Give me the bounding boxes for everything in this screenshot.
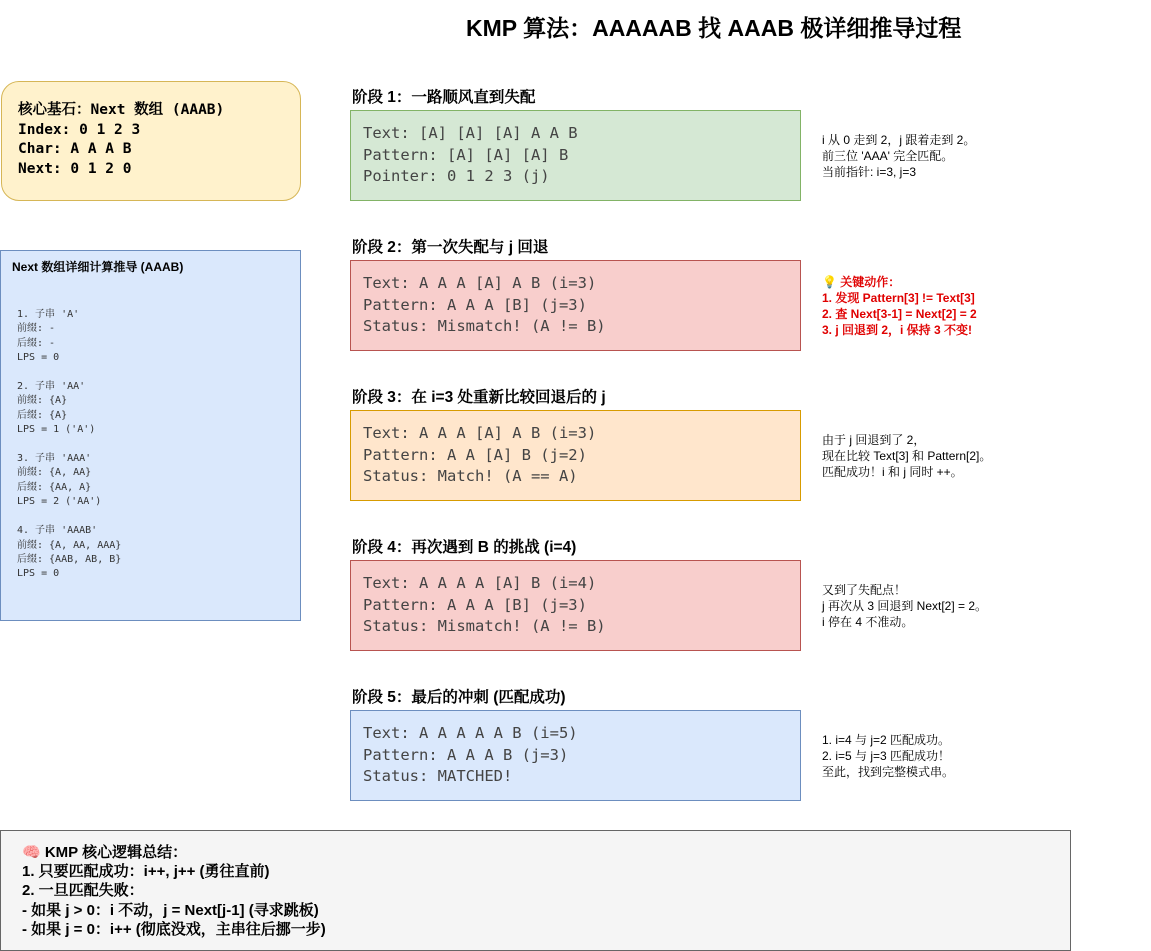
core-next-array-box <box>1 81 301 201</box>
next-derivation-title: Next 数组详细计算推导 (AAAB) <box>12 260 184 274</box>
stage-1-box: Text: [A] [A] [A] A A B Pattern: [A] [A] [A] B Pointer: 0 1 2 3 (j) <box>350 110 801 201</box>
stage-2-title: 阶段 2：第一次失配与 j 回退 <box>352 239 549 256</box>
next-derivation-panel <box>0 250 301 621</box>
stage-4-title: 阶段 4：再次遇到 B 的挑战 (i=4) <box>352 539 577 556</box>
stage-3-box: Text: A A A [A] A B (i=3) Pattern: A A [A] B (j=2) Status: Match! (A == A) <box>350 410 801 501</box>
stage-1-title: 阶段 1：一路顺风直到失配 <box>352 89 536 106</box>
stage-5-note: 1. i=4 与 j=2 匹配成功。 2. i=5 与 j=3 匹配成功！ 至此，找到完整模式串。 <box>822 733 955 779</box>
stage-1-note: i 从 0 走到 2，j 跟着走到 2。 前三位 'AAA' 完全匹配。 当前指针: i=3, j=3 <box>822 133 976 179</box>
stage-3-title: 阶段 3：在 i=3 处重新比较回退后的 j <box>352 389 606 406</box>
stage-3-note: 由于 j 回退到了 2， 现在比较 Text[3] 和 Pattern[2]。 匹配成功！i 和 j 同时 ++。 <box>822 433 992 479</box>
stage-5-title: 阶段 5：最后的冲刺 (匹配成功) <box>352 689 566 706</box>
stage-2-key-note: 💡 关键动作： 1. 发现 Pattern[3] != Text[3] 2. 查 Next[3-1] = Next[2] = 2 3. j 回退到 2，i 保持 3 不变! <box>822 275 977 337</box>
stage-5-box: Text: A A A A A B (i=5) Pattern: A A A B (j=3) Status: MATCHED! <box>350 710 801 801</box>
core-line: Next: 0 1 2 0 <box>18 160 132 177</box>
stage-4-note: 又到了失配点！ j 再次从 3 回退到 Next[2] = 2。 i 停在 4 不准动。 <box>822 583 988 629</box>
core-line: Index: 0 1 2 3 <box>18 121 141 138</box>
page-title: KMP 算法：AAAAAB 找 AAAB 极详细推导过程 <box>466 15 962 41</box>
core-line: Char: A A A B <box>18 141 132 157</box>
kmp-summary-box: 🧠 KMP 核心逻辑总结： 1. 只要匹配成功：i++, j++ (勇往直前) 2. 一旦匹配失败： - 如果 j > 0：i 不动，j = Next[j-1] (寻求跳板) - 如果 j = 0：i++ (彻底没戏，主串往后挪一步) <box>0 830 1071 951</box>
stage-2-box: Text: A A A [A] A B (i=3) Pattern: A A A [B] (j=3) Status: Mismatch! (A != B) <box>350 260 801 351</box>
stage-4-box: Text: A A A A [A] B (i=4) Pattern: A A A [B] (j=3) Status: Mismatch! (A != B) <box>350 560 801 651</box>
next-derivation-body: 1. 子串 'A' 前缀: - 后缀: - LPS = 0 2. 子串 'AA' 前缀: {A} 后缀: {A} LPS = 1 ('A') 3. 子串 'AAA' 前缀: {A, AA} 后缀: {AA, A} LPS = 2 ('AA') 4. 子串 'AAAB' 前缀: {A, AA, AAA} 后缀: {AAB, AB, B} LPS = 0 <box>17 309 122 580</box>
core-line: 核心基石：Next 数组 (AAAB) <box>18 102 225 118</box>
